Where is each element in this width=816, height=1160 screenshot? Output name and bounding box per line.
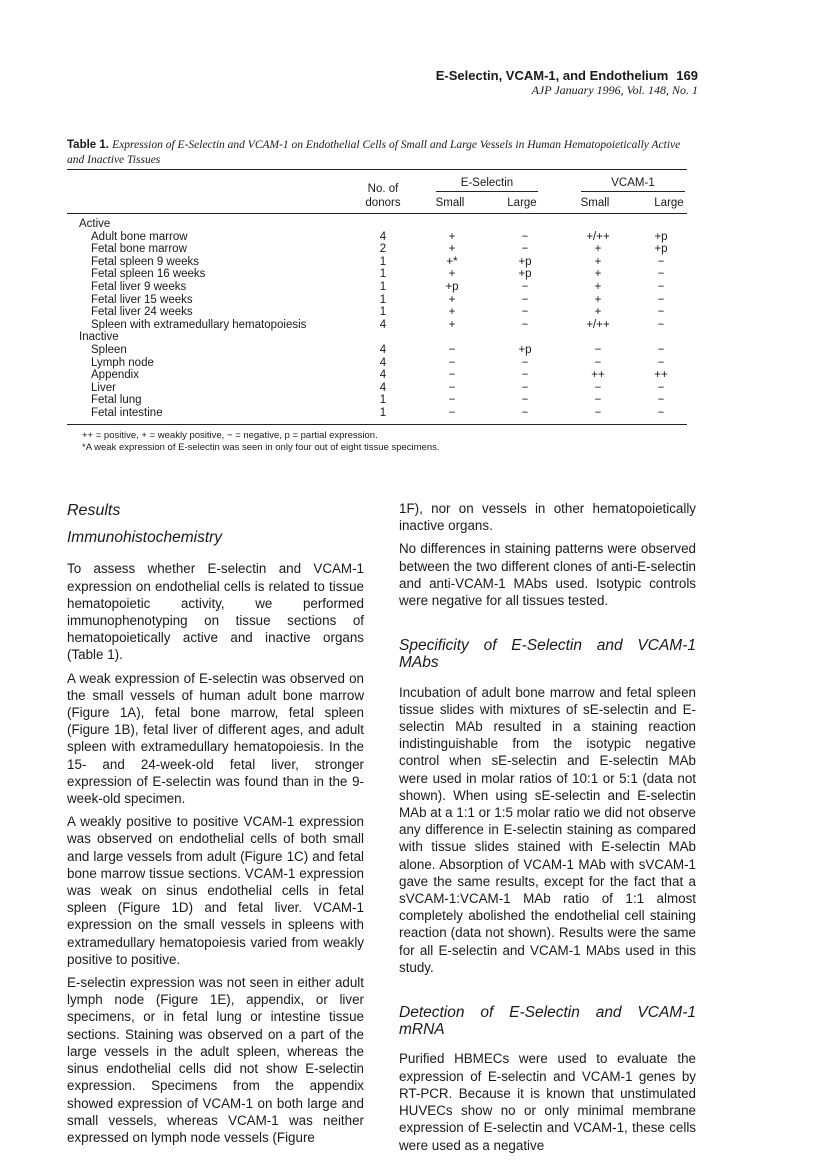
e-small-cell: − [448,406,456,419]
paragraph: A weak expression of E-selectin was observed on the small vessels of human adult bone marrow (Figure 1A), fetal bone marrow, fetal spleen (Figure 1B), fetal liver of different ages, and adult spleen with extramedullary hematopoiesis. In the 15- and 24-week-old fetal liver, stronger expression of E-selectin was found than in the 9-week-old specimen. [67,670,364,807]
donors-cell: 1 [379,394,387,407]
e-small-cell: + [448,318,456,331]
table-bottom-rule [67,424,687,425]
group-row [67,331,687,344]
v-small-cell: + [594,243,602,256]
table-header-rule [67,213,687,214]
v-small-cell: ++ [591,369,605,382]
tissue-cell: Appendix [91,369,139,382]
e-large-cell: +p [518,268,532,281]
v-large-cell: − [657,280,665,293]
paragraph: No differences in staining patterns were observed between the two different clones of anti-E-selectin and anti-VCAM-1 MAbs used. Isotypic controls were negative for all tissues tested. [399,541,696,609]
tissue-cell: Spleen with extramedullary hematopoiesis [91,318,307,331]
v-small-cell: + [594,268,602,281]
paragraph: To assess whether E-selectin and VCAM-1 expression on endothelial cells is related to tissue hematopoietic activity, we performed immunophenotyping on tissue sections of hematopoietically active and inactive organs (Table 1). [67,561,364,663]
e-small-cell: − [448,343,456,356]
v-small-cell: − [594,406,602,419]
detection-heading: Detection of E-Selectin and VCAM-1 mRNA [399,1004,696,1039]
e-small-cell: + [448,293,456,306]
v-large-cell: +p [654,230,668,243]
e-large-cell: − [521,318,529,331]
footnote-asterisk: *A weak expression of E-selectin was seen in only four out of eight tissue specimens. [82,442,440,453]
e-large-cell: − [521,356,529,369]
donors-cell: 1 [379,306,387,319]
v-small-cell: + [594,293,602,306]
vcam-header: VCAM-1 [611,177,655,189]
donors-cell: 4 [379,369,387,382]
v-large-cell: − [657,255,665,268]
v-large-cell: − [657,381,665,394]
e-small-cell: + [448,268,456,281]
donors-cell: 4 [379,230,387,243]
donors-cell: 2 [379,243,387,256]
e-large-cell: +p [518,255,532,268]
v-large-header: Large [654,197,684,209]
e-large-cell: − [521,381,529,394]
paragraph: Incubation of adult bone marrow and fetal spleen tissue slides with mixtures of sE-selectin and E-selectin MAb resulted in a staining reaction indistinguishable from the isotypic negative control when sE-selectin and E-selectin MAb were used in molar ratios of 10:1 or 5:1 (data not shown). When using sE-selectin and E-selectin MAb at a 1:1 or 1:5 molar ratio we did not observe any difference in E-selectin staining as compared with tissue slides stained with E-selectin MAb alone. Absorption of VCAM-1 MAb with sVCAM-1 gave the same results, except for the fact that a sVCAM-1:VCAM-1 MAb ratio of 1:1 almost completely abolished the endothelial cell staining reaction (data not shown). Results were the same for all E-selectin and VCAM-1 MAbs used in this study. [399,684,696,975]
table-row [67,294,687,307]
running-title: E-Selectin, VCAM-1, and Endothelium [435,68,669,83]
tissue-cell: Lymph node [91,356,154,369]
v-small-cell: + [594,280,602,293]
e-selectin-group-rule [436,191,538,192]
table-top-rule [67,169,687,170]
e-large-cell: − [521,243,529,256]
v-small-cell: +/++ [586,230,610,243]
table-row [67,231,687,244]
tissue-cell: Fetal liver 9 weeks [91,280,187,293]
e-large-cell: − [521,394,529,407]
tissue-cell: Fetal bone marrow [91,243,187,256]
tissue-cell: Fetal liver 24 weeks [91,306,193,319]
e-small-cell: − [448,381,456,394]
paragraph: Purified HBMECs were used to evaluate the expression of E-selectin and VCAM-1 genes by RT-PCR. Because it is known that unstimulated HUVECs show no or only minimal membrane expression of E-selectin and VCAM-1, these cells were used as a negative [399,1051,696,1153]
v-large-cell: − [657,406,665,419]
group-label: Inactive [79,331,119,344]
v-small-cell: +/++ [586,318,610,331]
v-large-cell: +p [654,243,668,256]
e-large-header: Large [507,197,537,209]
table-row [67,357,687,370]
vcam-group-rule [581,191,685,192]
e-small-cell: − [448,356,456,369]
e-large-cell: − [521,280,529,293]
e-small-cell: + [448,306,456,319]
tissue-cell: Spleen [91,343,127,356]
donors-cell: 1 [379,293,387,306]
v-small-cell: − [594,381,602,394]
v-large-cell: ++ [654,369,668,382]
v-large-cell: − [657,318,665,331]
e-small-cell: − [448,394,456,407]
v-large-cell: − [657,306,665,319]
paragraph: A weakly positive to positive VCAM-1 expression was observed on endothelial cells of both small and large vessels from adult (Figure 1C) and fetal bone marrow tissue sections. VCAM-1 expression was weak on sinus endothelial cells in fetal spleen (Figure 1D) and fetal liver. VCAM-1 expression on the small vessels in spleens with extramedullary hematopoiesis varied from weakly positive to positive. [67,814,364,967]
right-column [399,500,696,1160]
group-row [67,218,687,231]
donors-cell: 1 [379,268,387,281]
expression-table [67,218,687,420]
table-row [67,394,687,407]
v-small-cell: + [594,306,602,319]
table-label: Table 1. [67,139,109,151]
v-small-cell: − [594,394,602,407]
donors-header: No. of donors [365,183,401,209]
table-row [67,256,687,269]
donors-cell: 1 [379,280,387,293]
page-number: 169 [676,68,698,83]
donors-cell: 4 [379,343,387,356]
e-selectin-header: E-Selectin [460,177,514,189]
footnote-legend: ++ = positive, + = weakly positive, − = negative, p = partial expression. [82,430,378,441]
e-large-cell: − [521,293,529,306]
tissue-cell: Fetal spleen 9 weeks [91,255,200,268]
table-row [67,369,687,382]
donors-cell: 4 [379,381,387,394]
v-small-header: Small [580,197,610,209]
running-header [436,68,698,98]
e-large-cell: − [521,306,529,319]
e-small-cell: + [448,243,456,256]
e-small-cell: − [448,369,456,382]
e-large-cell: − [521,369,529,382]
v-large-cell: − [657,343,665,356]
e-small-cell: +* [446,255,458,268]
table-row [67,268,687,281]
e-small-header: Small [435,197,465,209]
specificity-heading: Specificity of E-Selectin and VCAM-1 MAbs [399,637,696,672]
donors-cell: 1 [379,406,387,419]
table-caption [67,138,687,168]
tissue-cell: Liver [91,381,116,394]
tissue-cell: Fetal liver 15 weeks [91,293,193,306]
e-large-cell: − [521,230,529,243]
v-small-cell: − [594,356,602,369]
v-large-cell: − [657,356,665,369]
left-column [67,500,364,1152]
table-row [67,281,687,294]
e-large-cell: − [521,406,529,419]
tissue-cell: Fetal intestine [91,406,163,419]
group-label: Active [79,218,111,230]
tissue-cell: Fetal lung [91,394,142,407]
table-row [67,382,687,395]
v-large-cell: − [657,293,665,306]
e-small-cell: +p [445,280,459,293]
paragraph: 1F), nor on vessels in other hematopoietically inactive organs. [399,501,696,534]
results-heading: Results [67,502,121,519]
table-caption-text: Expression of E-Selectin and VCAM-1 on Endothelial Cells of Small and Large Vessels in Human Hematopoietically Active and Inactive Tissues [67,139,681,166]
table-row [67,319,687,332]
tissue-cell: Fetal spleen 16 weeks [91,268,206,281]
table-row [67,344,687,357]
v-large-cell: − [657,268,665,281]
e-large-cell: +p [518,343,532,356]
table-row [67,243,687,256]
donors-cell: 4 [379,318,387,331]
paragraph: E-selectin expression was not seen in either adult lymph node (Figure 1E), appendix, or liver specimens, or in fetal lung or intestine tissue sections. Staining was observed on a part of the large vessels in the adult spleen, whereas the sinus endothelial cells did not show E-selectin expression. Specimens from the appendix showed expression of VCAM-1 on both large and small vessels, whereas VCAM-1 was neither expressed on lymph node vessels (Figure [67,975,364,1145]
v-small-cell: + [594,255,602,268]
immunohistochemistry-heading: Immunohistochemistry [67,529,223,547]
tissue-cell: Adult bone marrow [91,230,188,243]
donors-cell: 4 [379,356,387,369]
e-small-cell: + [448,230,456,243]
donors-cell: 1 [379,255,387,268]
v-large-cell: − [657,394,665,407]
table-row [67,306,687,319]
table-footnotes [82,430,440,454]
table-row [67,407,687,420]
v-small-cell: − [594,343,602,356]
journal-citation: AJP January 1996, Vol. 148, No. 1 [531,83,698,97]
